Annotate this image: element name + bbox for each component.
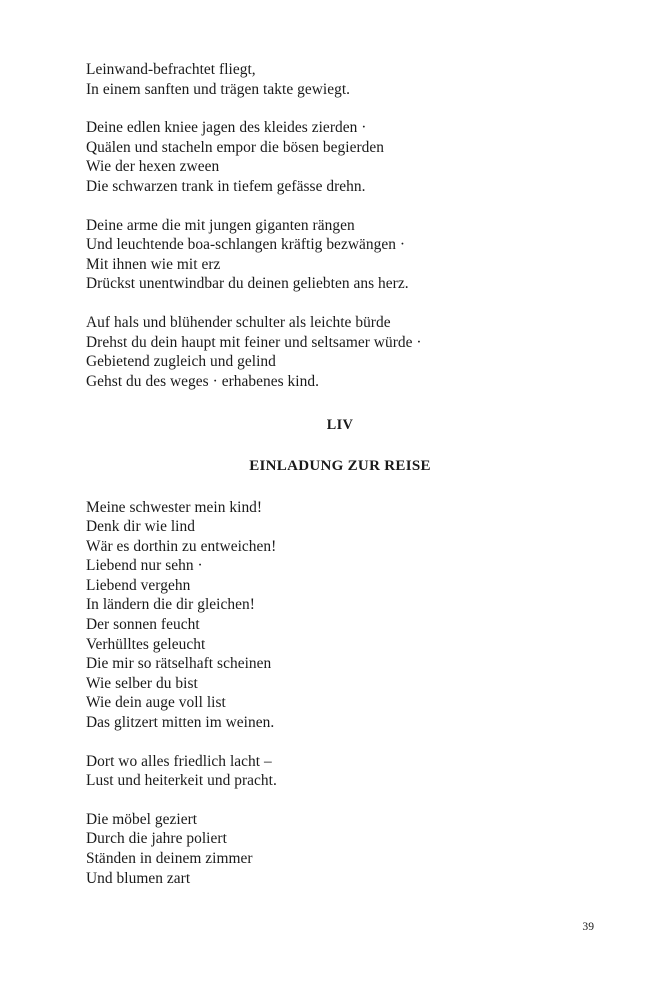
verse-line: Dort wo alles friedlich lacht – — [86, 752, 272, 770]
verse-line: Wie der hexen zween — [86, 158, 220, 176]
verse-line: Die mir so rätselhaft scheinen — [86, 655, 272, 673]
poem-numeral-heading: LIV — [326, 417, 354, 434]
verse-line: Lust und heiterkeit und pracht. — [86, 772, 277, 790]
poem-body — [86, 498, 594, 889]
verse-line: Wär es dorthin zu entweichen! — [86, 537, 277, 555]
verse-line: Drückst unentwindbar du deinen geliebten ans herz. — [86, 275, 409, 293]
verse-line: Meine schwester mein kind! — [86, 498, 263, 516]
stanza — [86, 118, 594, 196]
verse-line: Auf hals und blühender schulter als leichte bürde — [86, 313, 391, 331]
page-text-column — [86, 60, 594, 888]
stanza — [86, 498, 594, 733]
verse-line: Die schwarzen trank in tiefem gefässe drehn. — [86, 177, 366, 195]
verse-line: Leinwand-befrachtet fliegt, — [86, 61, 256, 78]
stanza — [86, 60, 594, 99]
page-number: 39 — [582, 920, 594, 933]
verse-line: Drehst du dein haupt mit feiner und seltsamer würde · — [86, 333, 422, 351]
verse-line: Wie selber du bist — [86, 674, 198, 692]
verse-line: Denk dir wie lind — [86, 518, 195, 536]
stanza — [86, 216, 594, 294]
verse-line: Mit ihnen wie mit erz — [86, 255, 221, 273]
stanza — [86, 313, 594, 391]
poem-continuation-body — [86, 60, 594, 391]
verse-line: Wie dein auge voll list — [86, 694, 226, 712]
verse-line: Und blumen zart — [86, 869, 191, 887]
verse-line: Deine edlen kniee jagen des kleides zierden · — [86, 119, 367, 137]
stanza — [86, 810, 594, 888]
stanza — [86, 752, 594, 791]
verse-line: Ständen in deinem zimmer — [86, 850, 253, 867]
poem-title-heading: EINLADUNG ZUR REISE — [249, 457, 431, 474]
verse-line: Liebend vergehn — [86, 576, 191, 594]
verse-line: Gebietend zugleich und gelind — [86, 353, 276, 371]
verse-line: Liebend nur sehn · — [86, 557, 203, 575]
verse-line: Quälen und stacheln empor die bösen begierden — [86, 138, 384, 156]
verse-line: In einem sanften und trägen takte gewiegt. — [86, 80, 351, 98]
verse-line: Der sonnen feucht — [86, 616, 200, 634]
verse-line: In ländern die dir gleichen! — [86, 596, 255, 614]
verse-line: Und leuchtende boa-schlangen kräftig bezwängen · — [86, 236, 406, 254]
verse-line: Deine arme die mit jungen giganten rängen — [86, 216, 355, 234]
verse-line: Durch die jahre poliert — [86, 830, 227, 848]
verse-line: Das glitzert mitten im weinen. — [86, 714, 275, 732]
verse-line: Gehst du des weges · erhabenes kind. — [86, 372, 320, 390]
verse-line: Die möbel geziert — [86, 810, 198, 828]
verse-line: Verhülltes geleucht — [86, 635, 206, 653]
